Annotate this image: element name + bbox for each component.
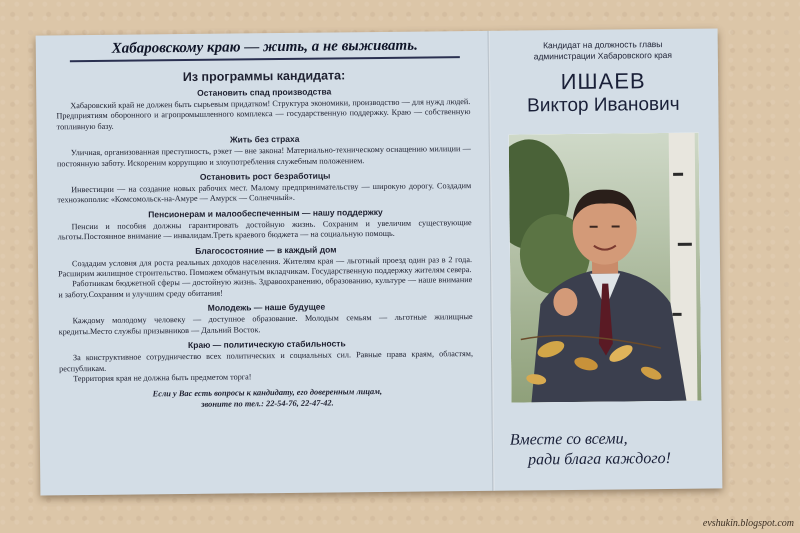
program-section <box>50 243 483 301</box>
program-section <box>51 337 483 385</box>
campaign-slogan <box>502 429 712 471</box>
candidate-surname: ИШАЕВ <box>560 68 646 95</box>
program-section <box>49 169 481 206</box>
candidate-given-names: Виктор Иванович <box>527 93 680 117</box>
section-title: Краю — политическую стабильность <box>187 338 346 351</box>
leaflet-headline: Хабаровскому краю — жить, а не выживать. <box>70 37 460 62</box>
slogan-line: Вместе со всеми, <box>509 430 628 449</box>
candidate-photo-illustration <box>509 133 702 403</box>
candidate-position-line: Кандидат на должность главы <box>542 39 663 51</box>
section-text: Каждому молодому человеку — доступное образование. Молодым семьям — льготные жилищные кредиты.Место службы призывников — Дальний Восток. <box>58 312 473 337</box>
blog-watermark: evshukin.blogspot.com <box>702 518 794 529</box>
program-section <box>48 85 480 133</box>
candidate-position <box>498 39 708 62</box>
section-text: За конструктивное сотрудничество всех политических и социальных сил. Равные права краям, областям, республикам. <box>59 349 474 373</box>
campaign-leaflet <box>36 28 723 495</box>
section-text: Инвестиции — на создание новых рабочих мест. Малому предпринимательству — широкую дорогу. Создадим техноэкополис «Комсомольск-на-Амуре — Амурск — Солнечный». <box>57 181 472 205</box>
section-title: Остановить рост безработицы <box>199 170 331 182</box>
program-panel <box>48 37 485 491</box>
contact-info <box>51 386 483 412</box>
candidate-position-line: администрации Хабаровского края <box>533 49 673 61</box>
section-title: Благосостояние — в каждый дом <box>195 244 337 256</box>
program-section <box>50 300 482 337</box>
slogan-line: ради блага каждого! <box>527 449 671 469</box>
section-text: Хабаровский край не должен быть сырьевым придатком! Структура экономики, производство — для нужд людей. Предприятиям оборонного и агропромышленного комплекса — государственную поддержку. Краю — собственную топливную базу. <box>56 97 471 132</box>
section-text: Территория края не должна быть предметом торга! <box>73 372 252 384</box>
section-text: Пенсии и пособия должны гарантировать достойную жизнь. Сохраним и увеличим существующие льготы.Постоянное внимание — инвалидам.Треть краевого бюджета — на социальную помощь. <box>57 217 472 242</box>
section-title: Остановить спад производства <box>197 86 332 98</box>
section-title: Молодежь — наше будущее <box>207 301 326 314</box>
contact-line: Если у Вас есть вопросы к кандидату, его доверенным лицам, <box>152 387 383 399</box>
section-text: Создадим условия для роста реальных доходов населения. Жителям края — льготный проезд один раз в 2 года. Расширим жилищное строительство. Поможем обманутым вкладчикам. Государственную поддержку жителям севера. <box>58 254 473 279</box>
section-title: Пенсионерам и малообеспеченным — нашу поддержку <box>148 206 383 220</box>
section-title: Жить без страха <box>229 134 300 145</box>
contact-phones: звоните по тел.: 22-54-76, 22-47-42. <box>201 398 334 409</box>
candidate-panel <box>498 35 713 487</box>
section-text: Работникам бюджетной сферы — достойную жизнь. Здравоохранению, образованию, культуре — наше внимание и заботу.Сохраним и улучшим среду обитания! <box>58 275 473 300</box>
program-section <box>49 132 481 169</box>
program-section <box>49 206 481 243</box>
candidate-photo <box>509 133 702 403</box>
section-text: Уличная, организованная преступность, рэкет — вне закона! Материально-техническому оснащению милиции — постоянную заботу. Искореним коррупцию и злоупотребления служебным положением. <box>56 144 471 168</box>
program-subhead: Из программы кандидата: <box>182 68 346 85</box>
fold-line <box>488 31 495 491</box>
